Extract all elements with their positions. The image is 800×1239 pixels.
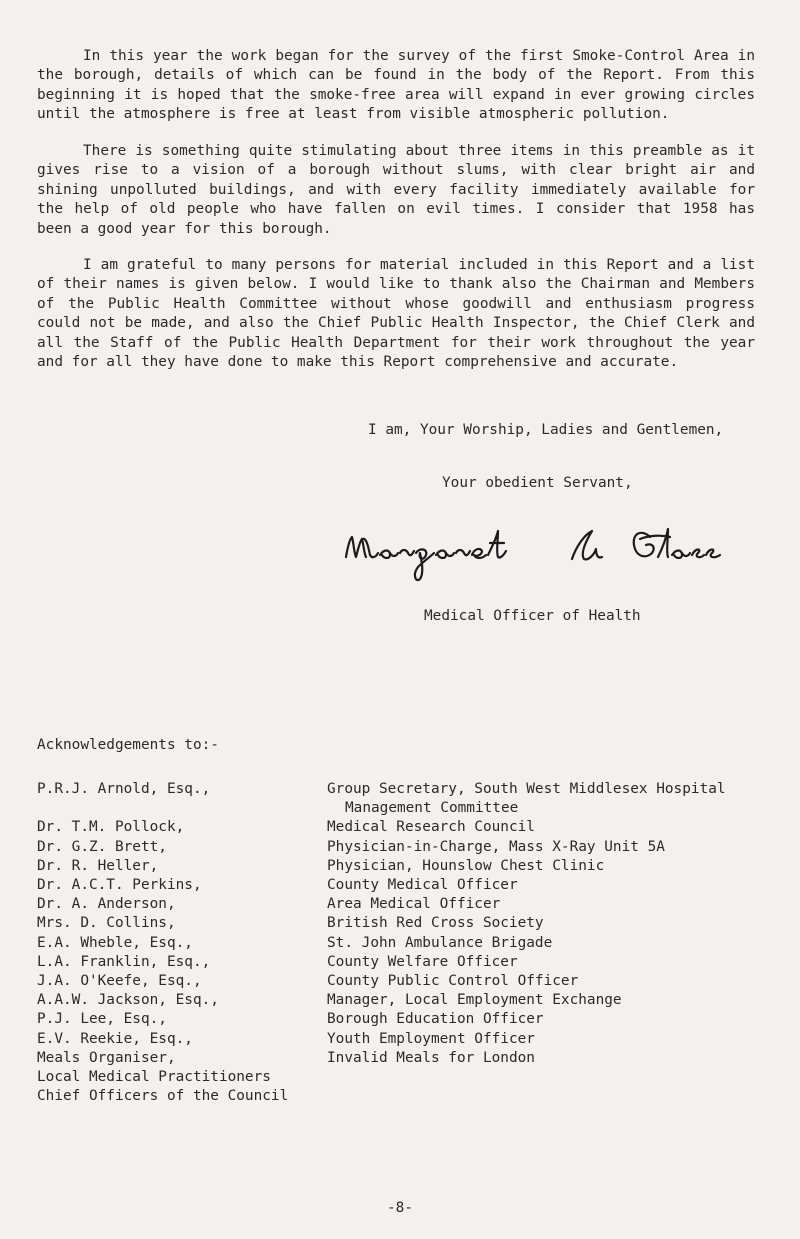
ack-role-line: Group Secretary, South West Middlesex Hospital <box>327 781 726 797</box>
ack-name: Dr. T.M. Pollock, <box>37 819 185 836</box>
ack-role: County Medical Officer <box>327 877 518 894</box>
ack-role: Youth Employment Officer <box>327 1030 535 1047</box>
closing-salutation: I am, Your Worship, Ladies and Gentlemen, <box>368 422 724 438</box>
handwritten-signature <box>340 515 770 585</box>
closing-servant: Your obedient Servant, <box>442 475 633 491</box>
ack-role: Borough Education Officer <box>327 1011 544 1028</box>
ack-role <box>327 780 767 818</box>
list-item <box>37 838 767 857</box>
ack-role: County Welfare Officer <box>327 953 518 970</box>
list-item <box>37 914 767 933</box>
ack-name: L.A. Franklin, Esq., <box>37 953 211 970</box>
signatory-title: Medical Officer of Health <box>424 608 641 624</box>
list-item <box>37 895 767 914</box>
ack-name: Dr. G.Z. Brett, <box>37 838 167 855</box>
ack-role: British Red Cross Society <box>327 915 544 932</box>
ack-role: Area Medical Officer <box>327 896 501 913</box>
list-item <box>37 818 767 837</box>
ack-name: P.J. Lee, Esq., <box>37 1011 167 1028</box>
list-item <box>37 780 767 818</box>
acknowledgements-heading: Acknowledgements to:- <box>37 737 219 753</box>
ack-name: Dr. A. Anderson, <box>37 896 176 913</box>
list-item <box>37 953 767 972</box>
list-item <box>37 876 767 895</box>
paragraph-gratitude: I am grateful to many persons for material included in this Report and a list of their names is given below. I would like to thank also the Chairman and Members of the Public Health Committee without whose goodwill and enthusiasm progress could not be made, and also the Chief Public Health Inspector, the Chief Clerk and all the Staff of the Public Health Department for their work throughout the year and for all they have done to make this Report comprehensive and accurate. <box>37 257 755 371</box>
ack-name: Dr. R. Heller, <box>37 857 159 874</box>
acknowledgements-list <box>37 780 767 1106</box>
ack-name: A.A.W. Jackson, Esq., <box>37 992 219 1009</box>
paragraph-smoke-control: In this year the work began for the survey of the first Smoke-Control Area in the borough, details of which can be found in the body of the Report. From this beginning it is hoped that the smoke-free area will expand in ever growing circles until the atmosphere is free at least from visible atmospheric pollution. <box>37 48 755 123</box>
list-item <box>37 857 767 876</box>
page-number: -8- <box>387 1200 413 1216</box>
ack-name: J.A. O'Keefe, Esq., <box>37 973 202 990</box>
ack-name: Local Medical Practitioners <box>37 1069 271 1086</box>
list-item <box>37 1068 767 1087</box>
list-item <box>37 1087 767 1106</box>
list-item <box>37 1010 767 1029</box>
ack-name: Dr. A.C.T. Perkins, <box>37 877 202 894</box>
ack-role: County Public Control Officer <box>327 973 579 990</box>
list-item <box>37 1049 767 1068</box>
ack-role: Invalid Meals for London <box>327 1049 535 1066</box>
list-item <box>37 972 767 991</box>
ack-name: E.V. Reekie, Esq., <box>37 1030 193 1047</box>
ack-role: Medical Research Council <box>327 819 535 836</box>
ack-name: Mrs. D. Collins, <box>37 915 176 932</box>
paragraph-preamble: There is something quite stimulating about three items in this preamble as it gives rise to a vision of a borough without slums, with clear bright air and shining unpolluted buildings, and with every facility immediately available for the help of old people who have fallen on evil times. I consider that 1958 has been a good year for this borough. <box>37 143 755 237</box>
list-item <box>37 934 767 953</box>
list-item <box>37 1030 767 1049</box>
list-item <box>37 991 767 1010</box>
ack-name: E.A. Wheble, Esq., <box>37 934 193 951</box>
ack-name: Chief Officers of the Council <box>37 1088 289 1105</box>
ack-role: Physician, Hounslow Chest Clinic <box>327 857 605 874</box>
ack-name: Meals Organiser, <box>37 1049 176 1066</box>
ack-name: P.R.J. Arnold, Esq., <box>37 781 211 797</box>
ack-role: Physician-in-Charge, Mass X-Ray Unit 5A <box>327 838 665 855</box>
ack-role: St. John Ambulance Brigade <box>327 934 553 951</box>
ack-role: Manager, Local Employment Exchange <box>327 992 622 1009</box>
ack-role-continuation: Management Committee <box>345 800 519 817</box>
